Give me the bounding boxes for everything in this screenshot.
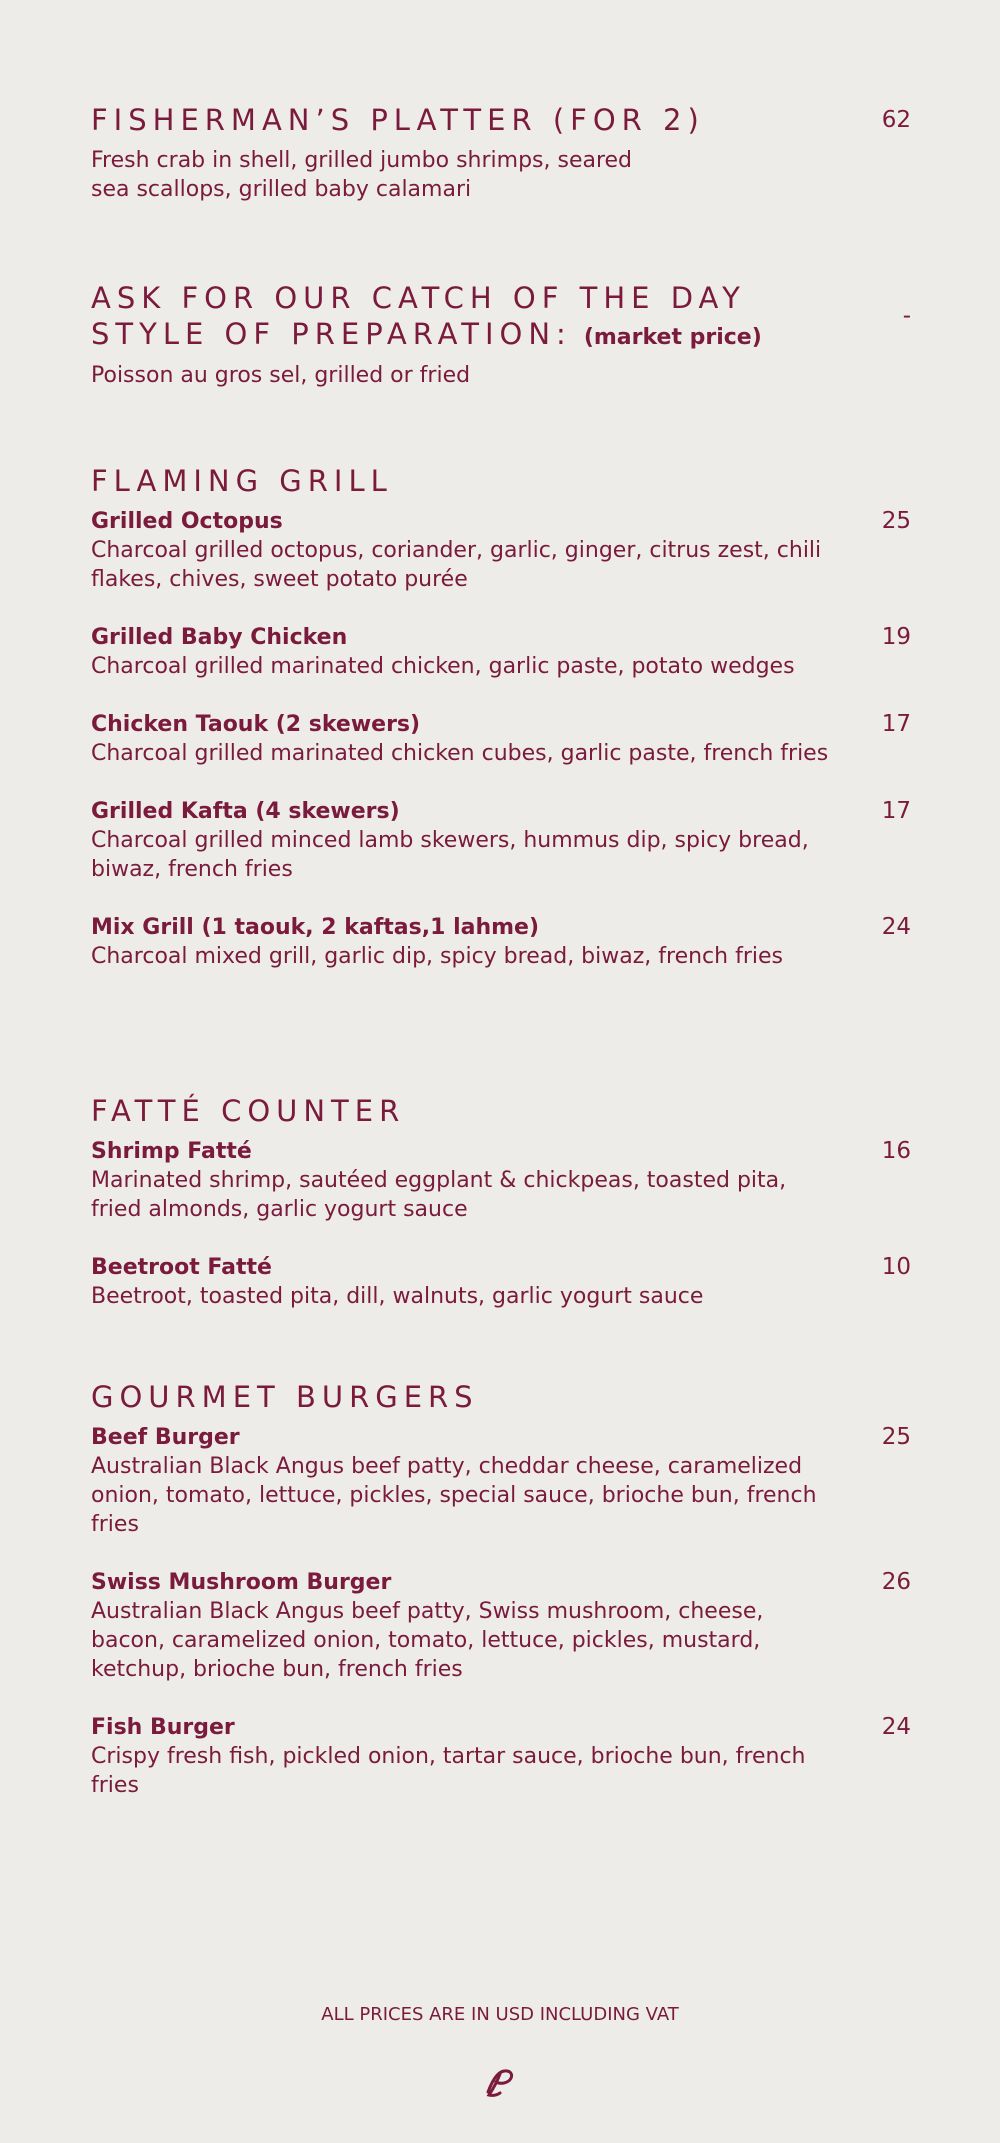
platter-title: FISHERMAN’S PLATTER (FOR 2): [91, 103, 705, 137]
item-price: 17: [881, 711, 911, 737]
grill-title: FLAMING GRILL: [91, 464, 393, 498]
item-price: 24: [881, 1714, 911, 1740]
burgers-section: [91, 1379, 911, 1829]
item-desc: Australian Black Angus beef patty, cheddar cheese, caramelized onion, tomato, lettuce, pickles, special sauce, brioche bun, french fries: [91, 1454, 817, 1537]
item-name: Chicken Taouk (2 skewers): [91, 712, 421, 737]
item-price: 25: [881, 508, 911, 534]
item-price: 16: [881, 1138, 911, 1164]
menu-item: [91, 710, 911, 768]
menu-item: [91, 1423, 911, 1539]
item-desc: Charcoal grilled marinated chicken cubes, garlic paste, french fries: [91, 741, 829, 766]
menu-item: [91, 1713, 911, 1800]
item-name: Beef Burger: [91, 1425, 240, 1450]
script-p-logo-icon: [480, 2062, 520, 2102]
fatte-section: [91, 1093, 911, 1340]
item-desc: Beetroot, toasted pita, dill, walnuts, garlic yogurt sauce: [91, 1284, 704, 1309]
menu-item: [91, 913, 911, 971]
grill-section: [91, 463, 911, 1000]
menu-item: [91, 797, 911, 884]
catch-section: [91, 280, 911, 390]
item-price: 24: [881, 914, 911, 940]
platter-section: [91, 102, 911, 204]
menu-item: [91, 1568, 911, 1684]
item-desc: Charcoal grilled minced lamb skewers, hummus dip, spicy bread, biwaz, french fries: [91, 828, 809, 882]
market-price-label: (market price): [583, 325, 762, 350]
item-name: Shrimp Fatté: [91, 1139, 252, 1164]
menu-item: [91, 507, 911, 594]
fatte-title: FATTÉ COUNTER: [91, 1094, 406, 1128]
platter-price: 62: [881, 107, 911, 133]
item-price: 10: [881, 1254, 911, 1280]
item-desc: Crispy fresh fish, pickled onion, tartar sauce, brioche bun, french fries: [91, 1744, 806, 1798]
item-name: Mix Grill (1 taouk, 2 kaftas,1 lahme): [91, 915, 540, 940]
item-price: 26: [881, 1569, 911, 1595]
item-name: Swiss Mushroom Burger: [91, 1570, 392, 1595]
platter-desc: Fresh crab in shell, grilled jumbo shrimps, seared sea scallops, grilled baby calamari: [91, 148, 633, 202]
burgers-title: GOURMET BURGERS: [91, 1380, 479, 1414]
item-desc: Marinated shrimp, sautéed eggplant & chickpeas, toasted pita, fried almonds, garlic yogurt sauce: [91, 1168, 787, 1222]
grill-items: [91, 507, 911, 971]
catch-price: -: [902, 303, 911, 329]
fatte-items: [91, 1137, 911, 1311]
catch-title-line2: STYLE OF PREPARATION:: [91, 317, 572, 351]
item-name: Grilled Octopus: [91, 509, 283, 534]
price-note: ALL PRICES ARE IN USD INCLUDING VAT: [321, 2004, 679, 2025]
catch-title-line1: ASK FOR OUR CATCH OF THE DAY: [91, 281, 746, 315]
item-name: Grilled Kafta (4 skewers): [91, 799, 400, 824]
item-price: 19: [881, 624, 911, 650]
menu-item: [91, 1137, 911, 1224]
menu-item: [91, 1253, 911, 1311]
item-desc: Charcoal grilled octopus, coriander, garlic, ginger, citrus zest, chili flakes, chives, sweet potato purée: [91, 538, 822, 592]
item-desc: Australian Black Angus beef patty, Swiss mushroom, cheese, bacon, caramelized onion, tomato, lettuce, pickles, mustard, ketchup, brioche bun, french fries: [91, 1599, 764, 1682]
item-desc: Charcoal grilled marinated chicken, garlic paste, potato wedges: [91, 654, 795, 679]
item-price: 17: [881, 798, 911, 824]
burgers-items: [91, 1423, 911, 1800]
item-name: Beetroot Fatté: [91, 1255, 272, 1280]
item-price: 25: [881, 1424, 911, 1450]
item-name: Fish Burger: [91, 1715, 235, 1740]
item-desc: Charcoal mixed grill, garlic dip, spicy bread, biwaz, french fries: [91, 944, 783, 969]
item-name: Grilled Baby Chicken: [91, 625, 348, 650]
menu-item: [91, 623, 911, 681]
catch-desc: Poisson au gros sel, grilled or fried: [91, 363, 471, 388]
